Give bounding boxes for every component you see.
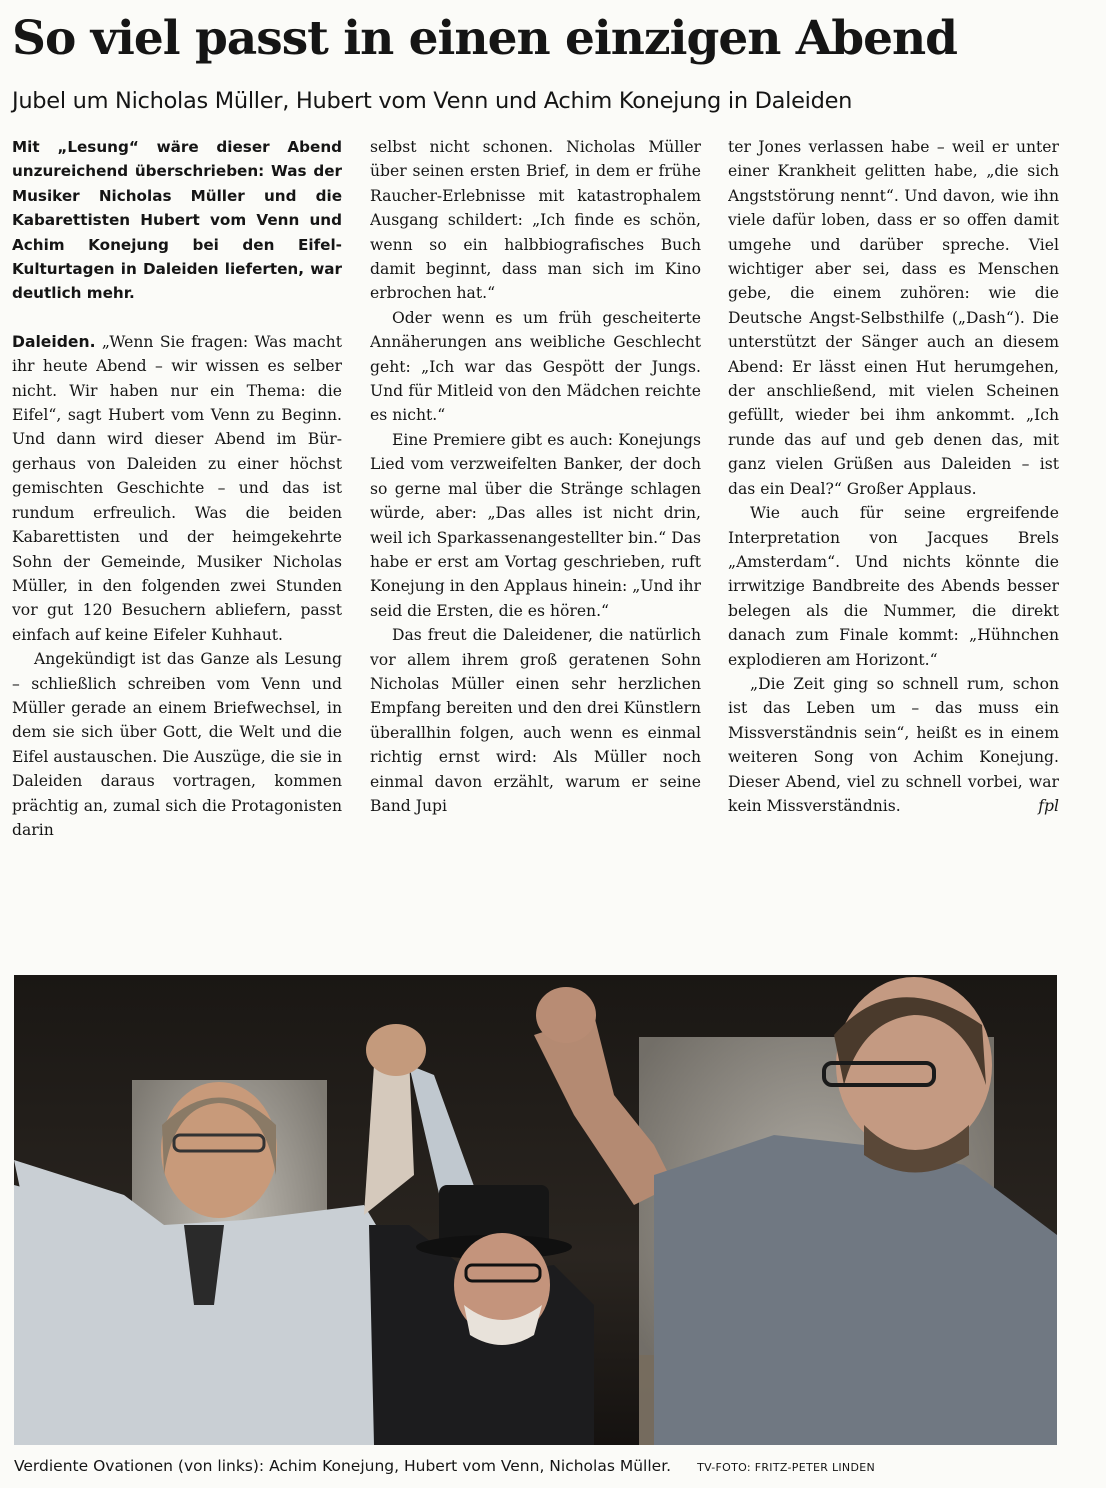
article-paragraph-1	[12, 330, 342, 647]
article-paragraph-8: Wie auch für seine ergreifende Interpretation von Jacques Brels „Amsterdam“. Und nichts könnte die irrwitzige Bandbreite des Abends besser belegen als die Nummer, die direkt danach zum Finale kommt: „Hühnchen explodieren am Horizont.“	[728, 504, 1059, 669]
article-column-3	[728, 135, 1059, 941]
article-paragraph-3: selbst nicht schonen. Nicholas Müller über seinen ersten Brief, in dem er frühe Raucher-Erlebnisse mit katastrophalem Ausgang schildert: „Ich finde es schön, wenn so ein halbbiografisches Buch damit beginnt, dass man sich im Kino erbrochen hat.“	[370, 138, 701, 303]
article-paragraph-4: Oder wenn es um früh gescheiterte Annäherungen ans weibliche Geschlecht geht: „Ich war das Gespött der Jungs. Und für Mitleid von den Mädchen reichte es nicht.“	[370, 308, 701, 425]
article-column-1	[12, 135, 342, 941]
article-photo	[14, 975, 1057, 1445]
article-lede: Mit „Lesung“ wäre dieser Abend unzureichend überschrieben: Was der Musiker Nicholas Müller und die Kabarettisten Hubert vom Venn und Achim Konejung bei den Eifel-Kulturtagen in Daleiden lieferten, war deutlich mehr.	[12, 138, 342, 303]
paragraph-9-text: „Die Zeit ging so schnell rum, schon ist das Leben um – das muss ein Missverständnis sein“, heißt es in einem weiteren Song von Achim Konejung. Dieser Abend, viel zu schnell vorbei, war kein Missverständnis.	[728, 674, 1059, 815]
article-column-2	[370, 135, 701, 941]
article-paragraph-5: Eine Premiere gibt es auch: Konejungs Lied vom verzweifelten Banker, der doch so gerne mal über die Stränge schlagen würde, aber: „Das alles ist nicht drin, weil ich Sparkassenangestellter bin.“ Das habe er erst am Vortag geschrieben, ruft Konejung in den Applaus hinein: „Und ihr seid die Ersten, die es hören.“	[370, 430, 701, 620]
article-headline: So viel passt in einen einzigen Abend	[12, 11, 958, 66]
photo-caption	[14, 1455, 1064, 1479]
article-paragraph-7: ter Jones verlassen habe – weil er unter einer Krankheit gelitten habe, „die sich Angststörung nennt“. Und davon, wie ihn viele dafür loben, dass er so offen damit umgehe und darüber spreche. Viel wichtiger aber sei, dass es Menschen gebe, die einem zuhören: wie die Deutsche Angst-Selbsthilfe („Dash“). Die unterstützt der Sänger auch an diesem Abend: Er lässt einen Hut herumgehen, der anschließend, mit vielen Scheinen gefüllt, wieder bei ihm ankommt. „Ich runde das auf und geb denen das, mit ganz vielen Grüßen aus Daleiden – ist das ein Deal?“ Großer Applaus.	[728, 138, 1059, 498]
article-subheadline: Jubel um Nicholas Müller, Hubert vom Venn und Achim Konejung in Daleiden	[12, 88, 853, 114]
stage-photo-illustration	[14, 975, 1057, 1445]
paragraph-1-text: „Wenn Sie fragen: Was macht ihr heute Abend – wir wissen es selber nicht. Wir haben nur ein Thema: die Eifel“, sagt Hubert vom Venn zu Beginn. Und dann wird dieser Abend im Bürgerhaus von Daleiden zu einer höchst gemischten Geschichte – und das ist rundum erfreulich. Was die beiden Kabarettisten und der heimgekehrte Sohn der Gemeinde, Musiker Nicholas Müller, in den folgenden zwei Stunden vor gut 120 Besuchern abliefern, passt einfach auf keine Eifeler Kuhhaut.	[12, 332, 342, 644]
author-initials: fpl	[1038, 796, 1059, 815]
dateline: Daleiden.	[12, 332, 96, 351]
article-paragraph-2: Angekündigt ist das Ganze als Lesung – schließlich schreiben vom Venn und Müller gerade an einem Briefwechsel, in dem sie sich über Gott, die Welt und die Eifel austauschen. Die Auszüge, die sie in Daleiden daraus vortragen, kommen prächtig an, zumal sich die Protagonisten darin	[12, 650, 342, 839]
article-paragraph-9	[728, 672, 1059, 818]
caption-text: Verdiente Ovationen (von links): Achim Konejung, Hubert vom Venn, Nicholas Müller.	[14, 1457, 672, 1475]
photo-credit: TV-FOTO: FRITZ-PETER LINDEN	[697, 1461, 876, 1474]
article-paragraph-6: Das freut die Daleidener, die natürlich vor allem ihrem groß geratenen Sohn Nicholas Müller einen sehr herzlichen Empfang bereiten und den drei Künstlern überallhin folgen, auch wenn es einmal richtig ernst wird: Als Müller noch einmal davon erzählt, warum er seine Band Jupi	[370, 626, 701, 815]
